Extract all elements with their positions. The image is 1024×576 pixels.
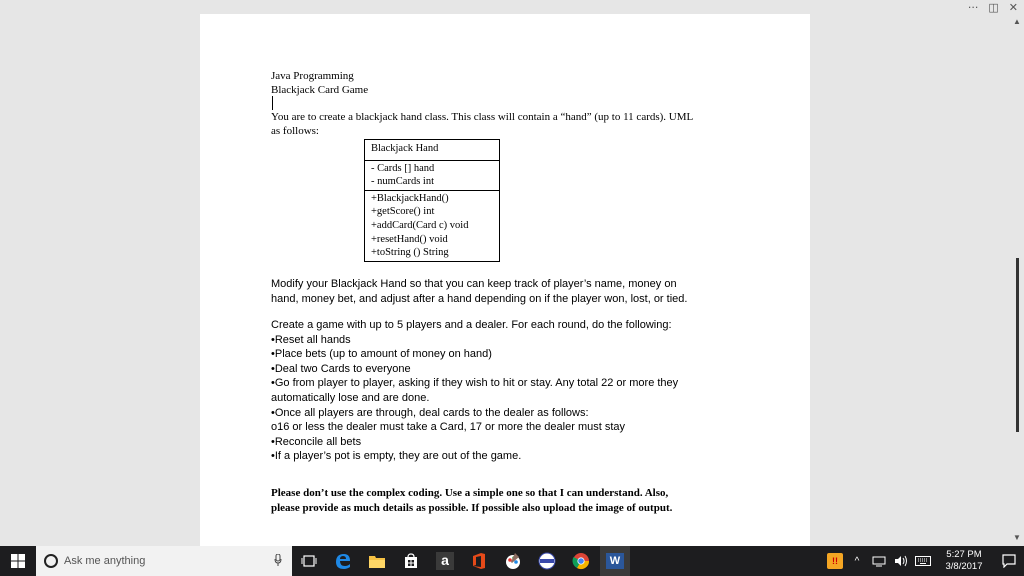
paragraph-line: hand, money bet, and adjust after a hand depending on if the player won, lost, or tied. — [271, 292, 688, 305]
taskbar — [0, 546, 1024, 576]
amazon-app-icon[interactable] — [430, 546, 460, 576]
paint-icon[interactable] — [498, 546, 528, 576]
system-tray — [824, 546, 1024, 576]
uml-attributes-section — [365, 160, 499, 190]
uml-method: +getScore() int — [371, 206, 435, 218]
cortana-icon — [44, 554, 58, 568]
list-item: •Place bets (up to amount of money on hand) — [271, 348, 492, 361]
show-hidden-icons-chevron-icon[interactable]: ^ — [854, 555, 860, 567]
file-explorer-icon[interactable] — [362, 546, 392, 576]
paragraph-line: Create a game with up to 5 players and a dealer. For each round, do the following: — [271, 319, 672, 331]
list-item: •If a player’s pot is empty, they are out of the game. — [271, 450, 522, 463]
list-item: •Reset all hands — [271, 333, 351, 346]
start-button[interactable] — [0, 546, 36, 576]
list-item: •Once all players are through, deal cards to the dealer as follows: — [271, 406, 589, 419]
store-bag-icon[interactable] — [396, 546, 426, 576]
scroll-up-icon[interactable]: ▲ — [1013, 17, 1021, 26]
uml-attribute: - Cards [] hand — [371, 162, 435, 174]
search-box[interactable] — [36, 546, 292, 576]
doc-title: Java Programming — [271, 70, 354, 82]
text-caret — [272, 96, 273, 110]
intro-line: You are to create a blackjack hand class. This class will contain a “hand” (up to 11 cards). UML — [271, 111, 694, 123]
keyboard-icon[interactable] — [912, 546, 934, 576]
warning-app-icon[interactable] — [824, 546, 846, 576]
uml-class-diagram — [364, 139, 500, 262]
uml-method: +toString () String — [371, 247, 449, 259]
uml-method: +resetHand() void — [371, 233, 448, 245]
search-placeholder: Ask me anything — [64, 555, 146, 567]
clock-date: 3/8/2017 — [945, 561, 983, 572]
scroll-down-icon[interactable]: ▼ — [1013, 533, 1021, 542]
doc-subtitle: Blackjack Card Game — [271, 84, 369, 96]
uml-methods-section — [365, 190, 499, 261]
close-icon[interactable]: ✕ — [1008, 0, 1018, 14]
warning-badge: !! — [827, 553, 843, 569]
microphone-icon[interactable] — [274, 554, 282, 569]
taskbar-clock[interactable] — [934, 549, 994, 573]
media-app-icon[interactable] — [532, 546, 562, 576]
word-letter: W — [606, 553, 624, 569]
action-center-icon[interactable] — [994, 546, 1024, 576]
paragraph-line: Please don’t use the complex coding. Use a simple one so that I can understand. Also, — [271, 487, 669, 499]
list-item-continuation: automatically lose and are done. — [271, 391, 430, 404]
windows-logo-icon — [11, 554, 25, 568]
sub-list-item: o16 or less the dealer must take a Card, 17 or more the dealer must stay — [271, 421, 626, 434]
word-icon[interactable] — [600, 546, 630, 576]
list-item: •Go from player to player, asking if they wish to hit or stay. Any total 22 or more they — [271, 377, 679, 390]
request-note — [271, 486, 672, 515]
modify-paragraph — [271, 277, 687, 306]
scrollbar-thumb[interactable] — [1016, 258, 1019, 432]
document-page[interactable] — [200, 14, 810, 546]
task-view-icon[interactable] — [294, 546, 324, 576]
vertical-scrollbar[interactable] — [1010, 14, 1024, 546]
list-item: •Deal two Cards to everyone — [271, 362, 411, 375]
game-instructions — [271, 318, 678, 464]
uml-class-name-section — [365, 140, 499, 160]
window-controls — [968, 0, 1018, 14]
paragraph-line: please provide as much details as possible. If possible also upload the image of output. — [271, 501, 673, 514]
edge-browser-icon[interactable] — [328, 546, 358, 576]
amazon-letter: a — [436, 552, 454, 570]
more-options-icon[interactable]: ··· — [967, 0, 979, 14]
office-icon[interactable] — [464, 546, 494, 576]
uml-attribute: - numCards int — [371, 176, 434, 188]
uml-class-name: Blackjack Hand — [371, 143, 439, 154]
paragraph-line: Modify your Blackjack Hand so that you can keep track of player’s name, money on — [271, 278, 677, 290]
intro-line: as follows: — [271, 125, 319, 137]
list-item: •Reconcile all bets — [271, 435, 362, 448]
network-icon[interactable] — [868, 546, 890, 576]
volume-icon[interactable] — [890, 546, 912, 576]
clock-time: 5:27 PM — [946, 549, 982, 560]
chrome-icon[interactable] — [566, 546, 596, 576]
uml-method: +BlackjackHand() — [371, 192, 449, 204]
restore-icon[interactable]: ◫ — [988, 0, 999, 14]
uml-method: +addCard(Card c) void — [371, 219, 469, 231]
